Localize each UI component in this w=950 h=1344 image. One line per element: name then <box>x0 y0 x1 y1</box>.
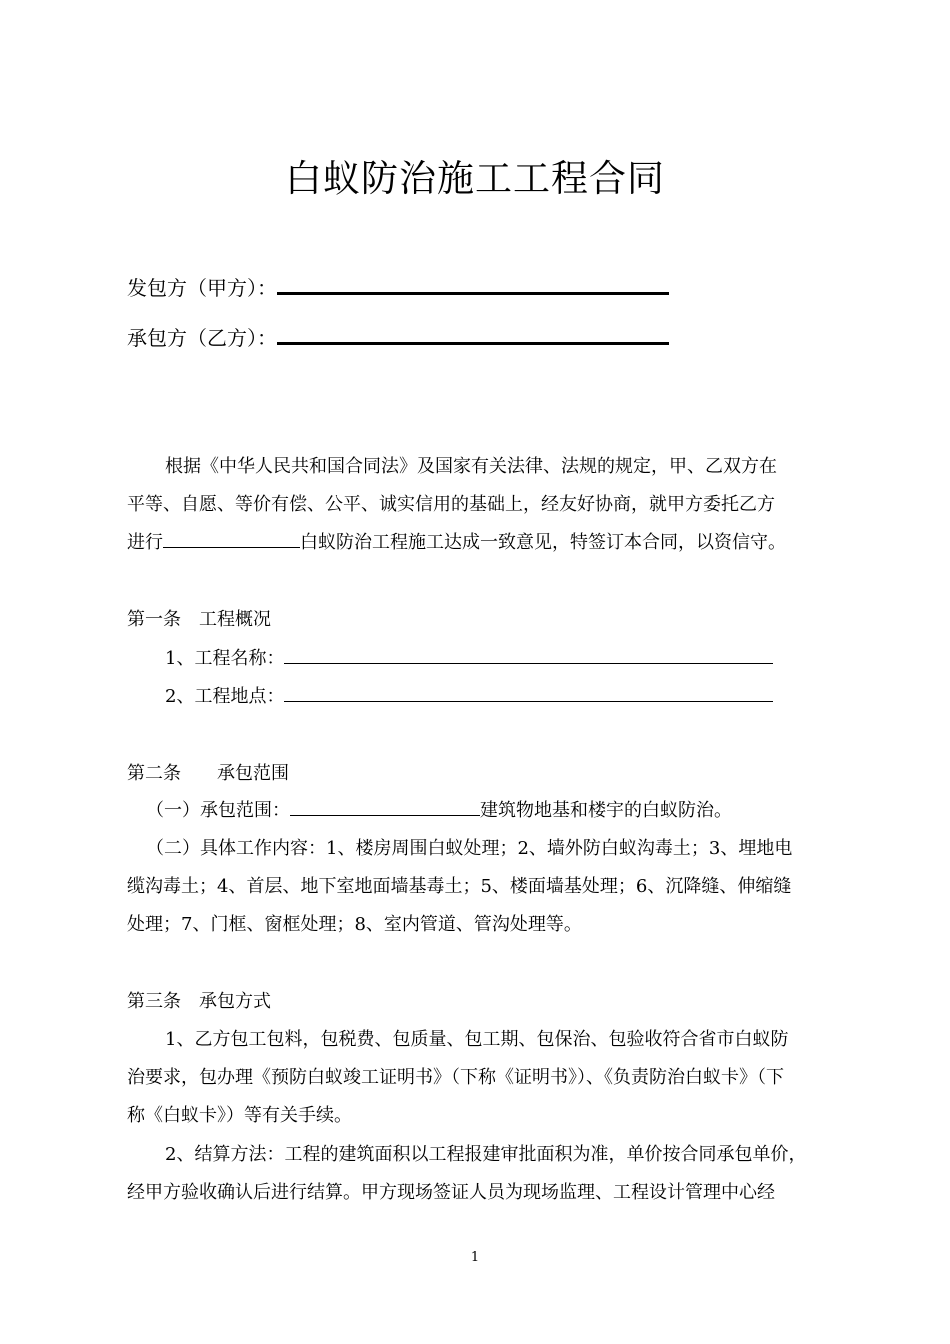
article-3-p1-line-3: 称《白蚁卡》）等有关手续。 <box>127 1105 352 1126</box>
party-a-blank[interactable] <box>277 272 669 295</box>
party-b-row <box>127 322 669 351</box>
preamble-line-1: 根据《中华人民共和国合同法》及国家有关法律、法规的规定，甲、乙双方在 <box>165 456 777 477</box>
scope-blank[interactable] <box>290 797 480 816</box>
party-a-label: 发包方（甲方）： <box>127 276 277 300</box>
article-3-p2-line-1: 2、结算方法：工程的建筑面积以工程报建审批面积为准，单价按合同承包单价， <box>165 1144 807 1165</box>
party-b-blank[interactable] <box>277 322 669 345</box>
scope-label: （一）承包范围： <box>146 800 290 821</box>
document-title: 白蚁防治施工工程合同 <box>285 157 665 200</box>
article-3-heading: 第三条 承包方式 <box>127 991 271 1012</box>
article-3-p1-line-1: 1、乙方包工包料，包税费、包质量、包工期、包保治、包验收符合省市白蚁防 <box>165 1029 789 1050</box>
party-a-row <box>127 272 669 301</box>
article-2-heading: 第二条 承包范围 <box>127 763 289 784</box>
article-1-heading: 第一条 工程概况 <box>127 609 271 630</box>
preamble-line-3-before: 进行 <box>127 532 163 553</box>
article-1-item-2 <box>165 682 773 708</box>
project-name-label: 1、工程名称： <box>165 648 285 669</box>
article-3-p2-line-2: 经甲方验收确认后进行结算。甲方现场签证人员为现场监理、工程设计管理中心经 <box>127 1182 775 1203</box>
article-2-work-line-3: 处理；7、门框、窗框处理；8、室内管道、管沟处理等。 <box>127 914 582 935</box>
article-3-p1-line-2: 治要求，包办理《预防白蚁竣工证明书》（下称《证明书》）、《负责防治白蚁卡》（下 <box>127 1067 784 1088</box>
project-name-field[interactable] <box>284 645 773 664</box>
project-name-blank[interactable] <box>163 529 300 548</box>
party-b-label: 承包方（乙方）： <box>127 326 277 350</box>
project-location-label: 2、工程地点： <box>165 686 285 707</box>
preamble-line-3 <box>127 528 786 554</box>
preamble-line-2: 平等、自愿、等价有偿、公平、诚实信用的基础上，经友好协商，就甲方委托乙方 <box>127 494 775 515</box>
project-location-field[interactable] <box>284 683 773 702</box>
preamble-line-3-after: 白蚁防治工程施工达成一致意见，特签订本合同，以资信守。 <box>300 532 786 553</box>
article-2-work-line-2: 缆沟毒土；4、首层、地下室地面墙基毒土；5、楼面墙基处理；6、沉降缝、伸缩缝 <box>127 876 792 897</box>
article-1-item-1 <box>165 644 773 670</box>
scope-text: 建筑物地基和楼宇的白蚁防治。 <box>480 800 732 821</box>
page-number: 1 <box>470 1250 480 1265</box>
article-2-work-line-1: （二）具体工作内容：1、楼房周围白蚁处理；2、墙外防白蚁沟毒土；3、埋地电 <box>146 838 793 859</box>
article-2-scope <box>146 796 732 822</box>
